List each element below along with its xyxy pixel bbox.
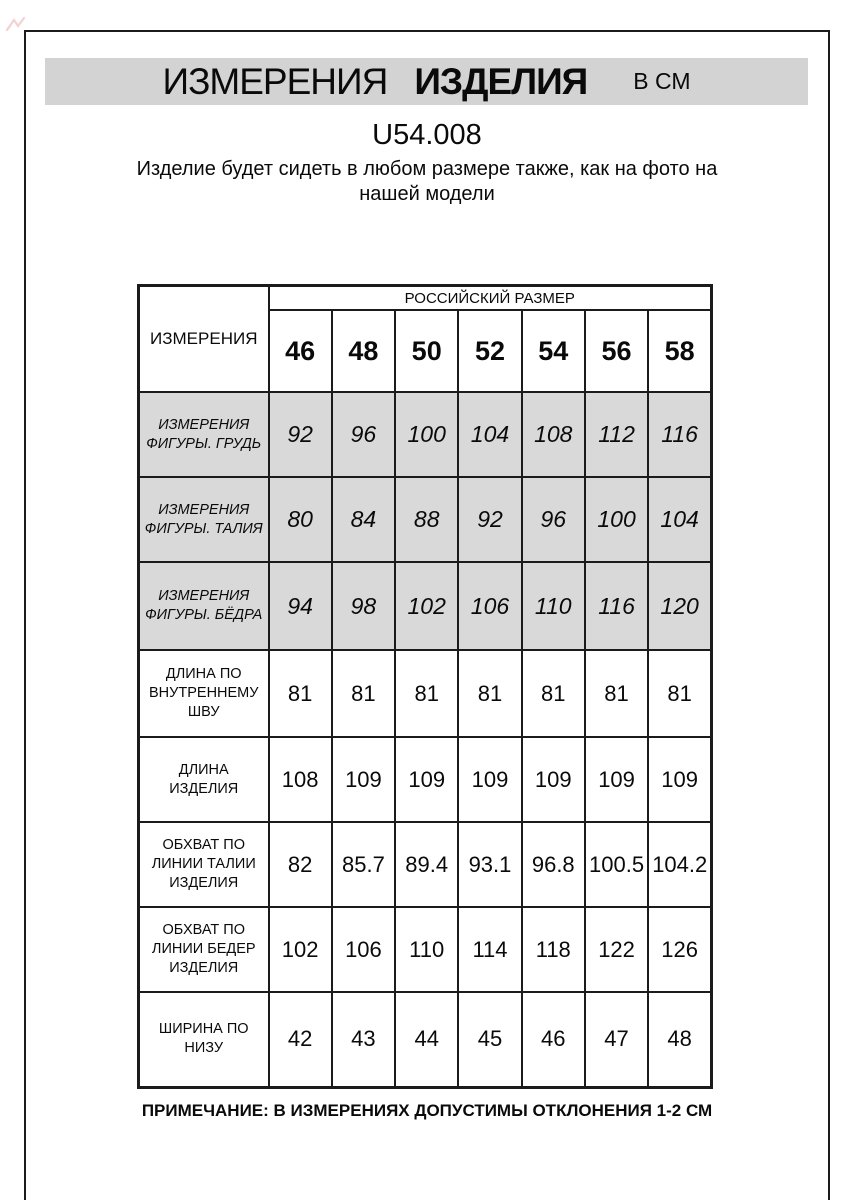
value-cell: 98 bbox=[332, 562, 395, 650]
size-column-header: 48 bbox=[332, 310, 395, 392]
row-label: ОБХВАТ ПО ЛИНИИ БЕДЕР ИЗДЕЛИЯ bbox=[139, 907, 269, 992]
row-label: ДЛИНА ПО ВНУТРЕННЕМУ ШВУ bbox=[139, 650, 269, 737]
size-column-header: 50 bbox=[395, 310, 458, 392]
size-column-header: 58 bbox=[648, 310, 711, 392]
value-cell: 106 bbox=[458, 562, 521, 650]
value-cell: 81 bbox=[522, 650, 585, 737]
value-cell: 89.4 bbox=[395, 822, 458, 907]
value-cell: 118 bbox=[522, 907, 585, 992]
group-header-row bbox=[139, 286, 712, 311]
value-cell: 81 bbox=[395, 650, 458, 737]
value-cell: 81 bbox=[269, 650, 332, 737]
value-cell: 104 bbox=[648, 477, 711, 562]
value-cell: 109 bbox=[522, 737, 585, 822]
value-cell: 80 bbox=[269, 477, 332, 562]
row-label: ИЗМЕРЕНИЯ ФИГУРЫ. БЁДРА bbox=[139, 562, 269, 650]
value-cell: 88 bbox=[395, 477, 458, 562]
model-code: U54.008 bbox=[372, 119, 482, 151]
table-row bbox=[139, 992, 712, 1087]
table-row bbox=[139, 907, 712, 992]
value-cell: 126 bbox=[648, 907, 711, 992]
value-cell: 81 bbox=[458, 650, 521, 737]
value-cell: 109 bbox=[458, 737, 521, 822]
value-cell: 116 bbox=[585, 562, 648, 650]
value-cell: 96 bbox=[522, 477, 585, 562]
value-cell: 96.8 bbox=[522, 822, 585, 907]
value-cell: 43 bbox=[332, 992, 395, 1087]
value-cell: 122 bbox=[585, 907, 648, 992]
value-cell: 110 bbox=[522, 562, 585, 650]
value-cell: 94 bbox=[269, 562, 332, 650]
value-cell: 104 bbox=[458, 392, 521, 477]
table-row bbox=[139, 650, 712, 737]
size-column-header: 46 bbox=[269, 310, 332, 392]
size-table bbox=[137, 284, 713, 1089]
value-cell: 96 bbox=[332, 392, 395, 477]
value-cell: 109 bbox=[332, 737, 395, 822]
row-label: ИЗМЕРЕНИЯ ФИГУРЫ. ГРУДЬ bbox=[139, 392, 269, 477]
size-column-header: 52 bbox=[458, 310, 521, 392]
title-product: ИЗДЕЛИЯ bbox=[414, 60, 588, 102]
table-row bbox=[139, 737, 712, 822]
title-measurements: ИЗМЕРЕНИЯ bbox=[162, 60, 388, 102]
value-cell: 110 bbox=[395, 907, 458, 992]
table-row bbox=[139, 562, 712, 650]
value-cell: 44 bbox=[395, 992, 458, 1087]
row-label: ДЛИНА ИЗДЕЛИЯ bbox=[139, 737, 269, 822]
table-row bbox=[139, 392, 712, 477]
row-label: ШИРИНА ПО НИЗУ bbox=[139, 992, 269, 1087]
russian-size-header: РОССИЙСКИЙ РАЗМЕР bbox=[269, 286, 712, 311]
subtitle bbox=[117, 157, 737, 207]
value-cell: 100 bbox=[395, 392, 458, 477]
value-cell: 108 bbox=[269, 737, 332, 822]
value-cell: 85.7 bbox=[332, 822, 395, 907]
value-cell: 109 bbox=[648, 737, 711, 822]
value-cell: 46 bbox=[522, 992, 585, 1087]
value-cell: 102 bbox=[269, 907, 332, 992]
value-cell: 102 bbox=[395, 562, 458, 650]
value-cell: 120 bbox=[648, 562, 711, 650]
value-cell: 81 bbox=[585, 650, 648, 737]
size-column-header: 56 bbox=[585, 310, 648, 392]
value-cell: 81 bbox=[648, 650, 711, 737]
size-column-header: 54 bbox=[522, 310, 585, 392]
value-cell: 92 bbox=[458, 477, 521, 562]
subtitle-line-2: нашей модели bbox=[359, 183, 495, 205]
page-frame bbox=[24, 30, 830, 1200]
value-cell: 114 bbox=[458, 907, 521, 992]
value-cell: 100 bbox=[585, 477, 648, 562]
value-cell: 112 bbox=[585, 392, 648, 477]
value-cell: 104.2 bbox=[648, 822, 711, 907]
value-cell: 92 bbox=[269, 392, 332, 477]
value-cell: 108 bbox=[522, 392, 585, 477]
value-cell: 81 bbox=[332, 650, 395, 737]
title-unit: В СМ bbox=[633, 68, 691, 94]
value-cell: 48 bbox=[648, 992, 711, 1087]
value-cell: 45 bbox=[458, 992, 521, 1087]
row-label: ИЗМЕРЕНИЯ ФИГУРЫ. ТАЛИЯ bbox=[139, 477, 269, 562]
value-cell: 109 bbox=[585, 737, 648, 822]
value-cell: 93.1 bbox=[458, 822, 521, 907]
value-cell: 109 bbox=[395, 737, 458, 822]
page-title-bar bbox=[45, 58, 808, 105]
value-cell: 42 bbox=[269, 992, 332, 1087]
row-label: ОБХВАТ ПО ЛИНИИ ТАЛИИ ИЗДЕЛИЯ bbox=[139, 822, 269, 907]
value-cell: 100.5 bbox=[585, 822, 648, 907]
value-cell: 116 bbox=[648, 392, 711, 477]
measurements-column-header: ИЗМЕРЕНИЯ bbox=[139, 286, 269, 393]
value-cell: 47 bbox=[585, 992, 648, 1087]
footnote: ПРИМЕЧАНИЕ: В ИЗМЕРЕНИЯХ ДОПУСТИМЫ ОТКЛОНЕНИЯ 1-2 СМ bbox=[141, 1101, 713, 1120]
subtitle-line-1: Изделие будет сидеть в любом размере также, как на фото на bbox=[136, 158, 718, 180]
value-cell: 82 bbox=[269, 822, 332, 907]
value-cell: 84 bbox=[332, 477, 395, 562]
table-row bbox=[139, 477, 712, 562]
table-row bbox=[139, 822, 712, 907]
value-cell: 106 bbox=[332, 907, 395, 992]
